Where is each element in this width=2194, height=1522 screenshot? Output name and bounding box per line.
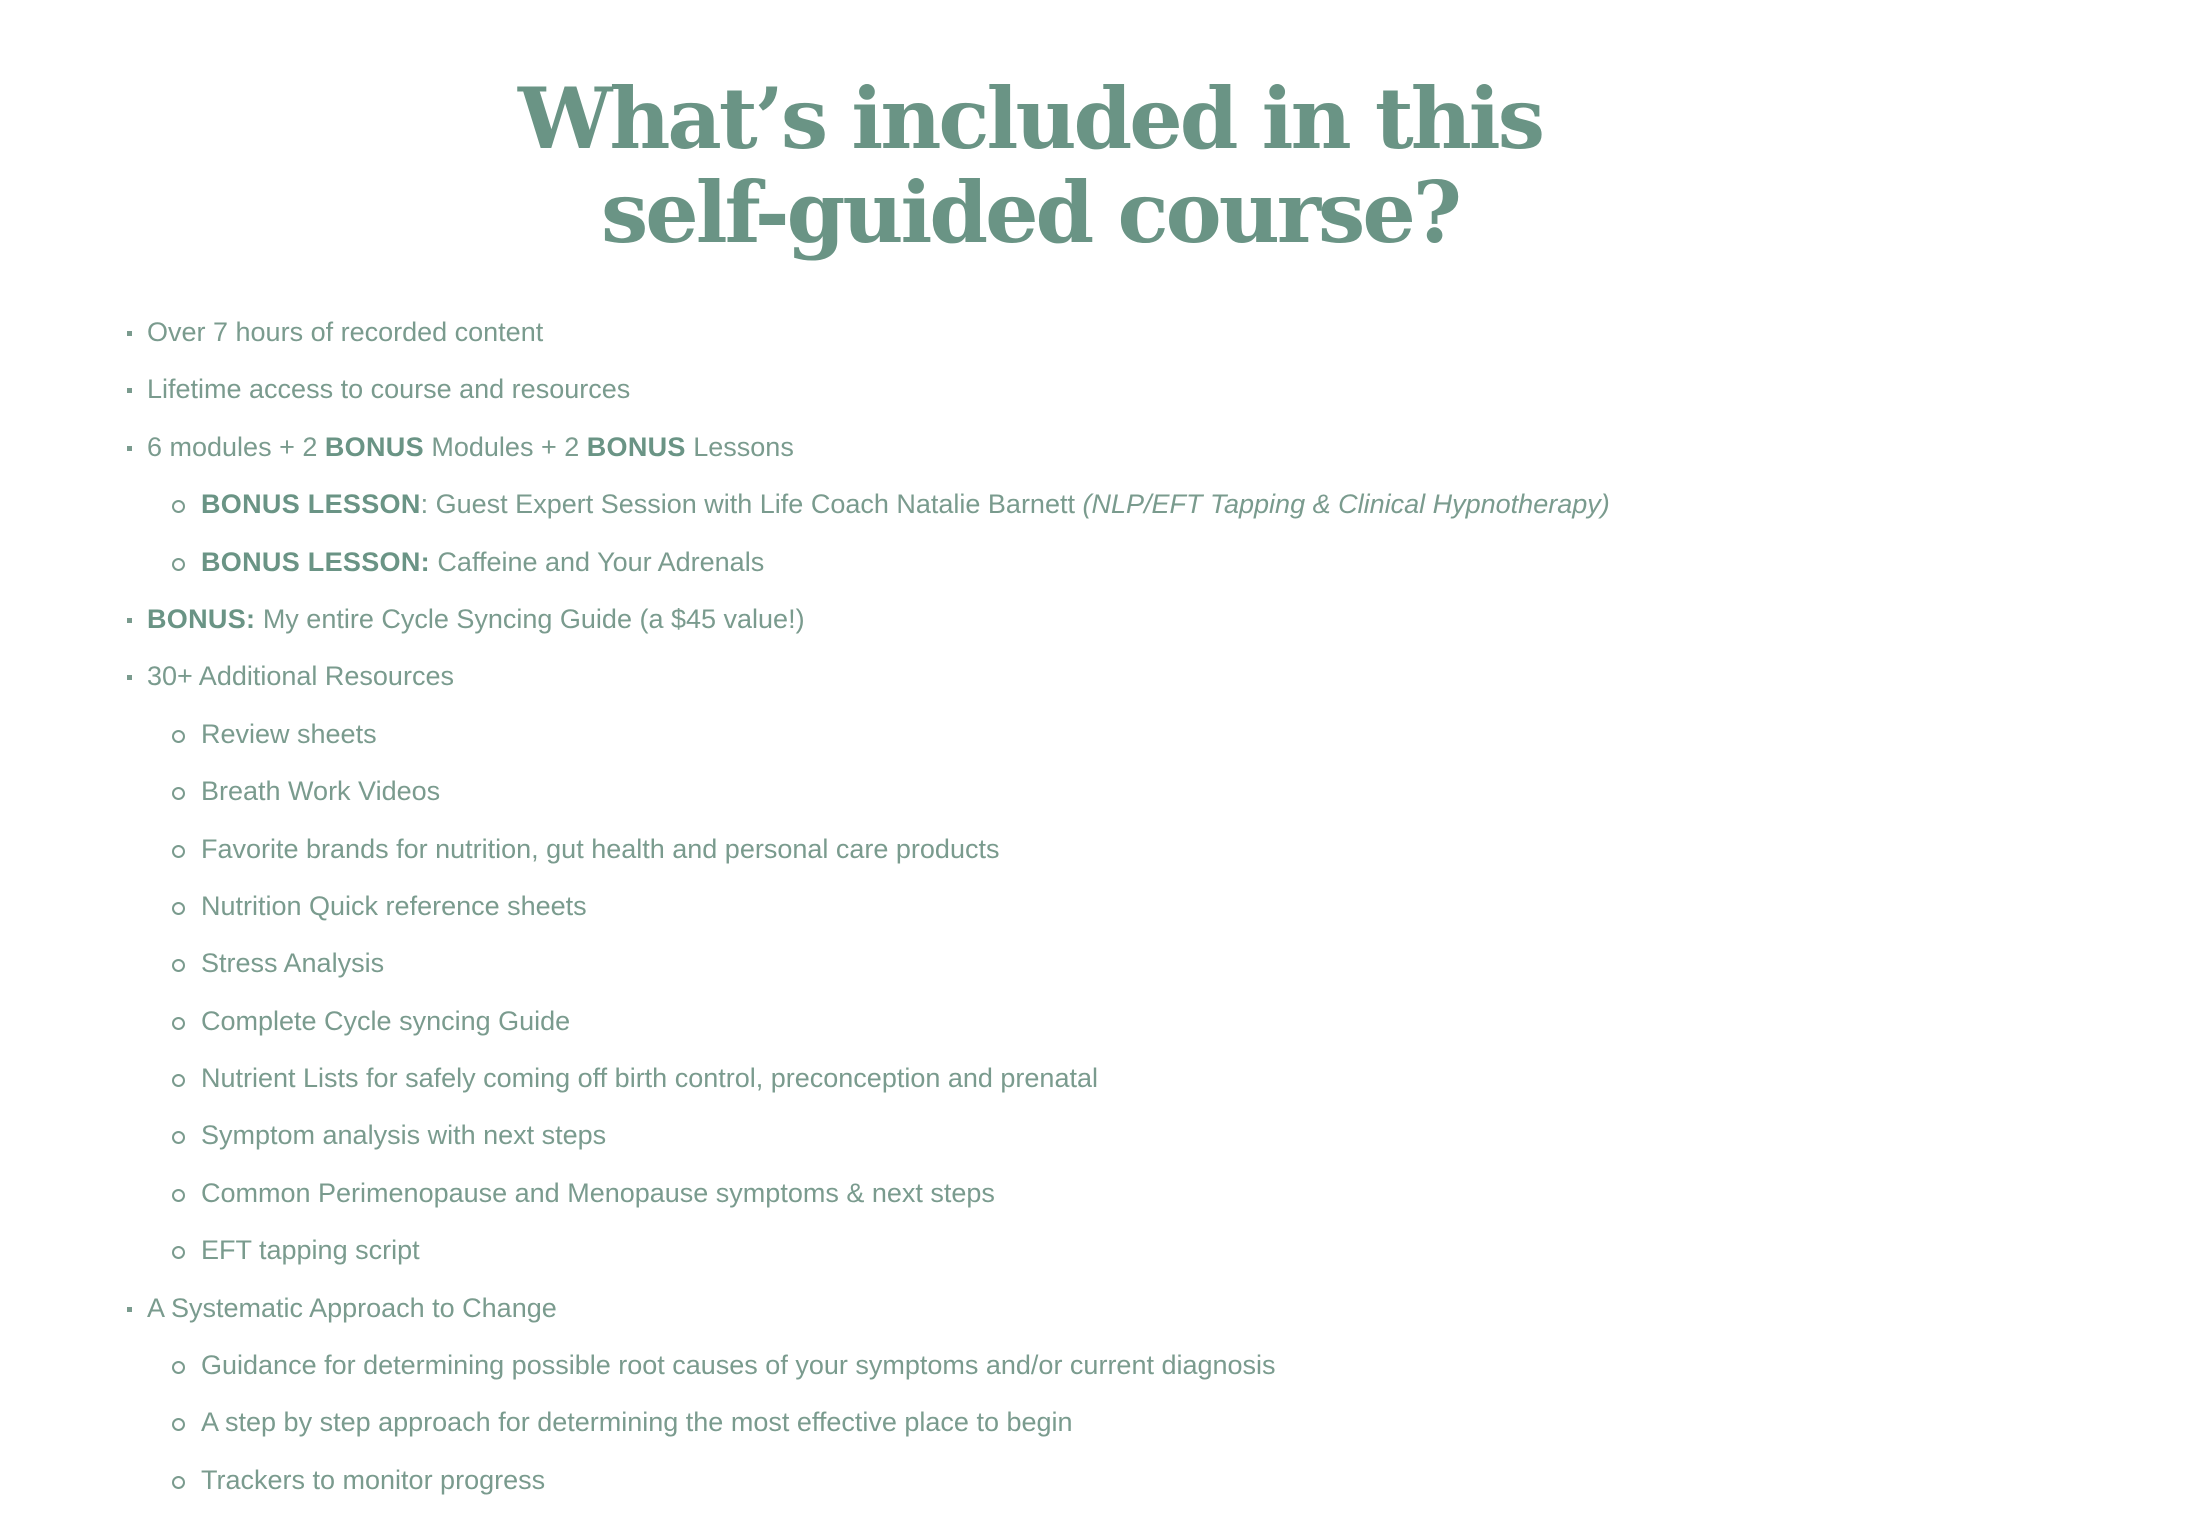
sub-item-resource: Review sheets — [124, 706, 2084, 763]
list-item-cycle-syncing-bonus: BONUS: My entire Cycle Syncing Guide (a $45 value!) — [124, 591, 2084, 648]
sub-item-bonus-lesson-guest-expert: BONUS LESSON: Guest Expert Session with Life Coach Natalie Barnett (NLP/EFT Tapping & Clinical Hypnotherapy) — [124, 476, 2084, 533]
bonus-label: BONUS: — [147, 603, 256, 634]
sub-item-approach: A step by step approach for determining the most effective place to begin — [124, 1394, 2084, 1451]
list-item-additional-resources: 30+ Additional Resources — [124, 648, 2084, 705]
sub-item-approach: Guidance for determining possible root causes of your symptoms and/or current diagnosis — [124, 1337, 2084, 1394]
page-title-line-1: What’s included in this — [518, 69, 1542, 168]
bonus-lesson-label: BONUS LESSON — [201, 489, 421, 520]
sub-item-resource: Symptom analysis with next steps — [124, 1107, 2084, 1164]
page-title-line-2: self-guided course? — [601, 163, 1459, 262]
included-list — [124, 304, 2084, 1509]
sub-item-resource: EFT tapping script — [124, 1222, 2084, 1279]
page-title — [0, 69, 2060, 262]
sub-item-approach: Trackers to monitor progress — [124, 1452, 2084, 1509]
list-item-lifetime-access: Lifetime access to course and resources — [124, 361, 2084, 418]
sub-item-resource: Stress Analysis — [124, 935, 2084, 992]
list-item-modules: 6 modules + 2 BONUS Modules + 2 BONUS Lessons — [124, 419, 2084, 476]
course-contents — [124, 304, 2084, 1509]
sub-item-resource: Complete Cycle syncing Guide — [124, 993, 2084, 1050]
sub-item-resource: Nutrient Lists for safely coming off birth control, preconception and prenatal — [124, 1050, 2084, 1107]
sub-item-resource: Common Perimenopause and Menopause symptoms & next steps — [124, 1165, 2084, 1222]
list-item-recorded-content: Over 7 hours of recorded content — [124, 304, 2084, 361]
sub-item-resource: Breath Work Videos — [124, 763, 2084, 820]
bonus-label: BONUS — [324, 431, 424, 462]
sub-item-resource: Nutrition Quick reference sheets — [124, 878, 2084, 935]
list-item-systematic-approach: A Systematic Approach to Change — [124, 1280, 2084, 1337]
sub-item-bonus-lesson-caffeine: BONUS LESSON: Caffeine and Your Adrenals — [124, 534, 2084, 591]
bonus-lesson-label: BONUS LESSON: — [201, 546, 430, 577]
sub-item-resource: Favorite brands for nutrition, gut health and personal care products — [124, 821, 2084, 878]
bonus-label: BONUS — [586, 431, 686, 462]
